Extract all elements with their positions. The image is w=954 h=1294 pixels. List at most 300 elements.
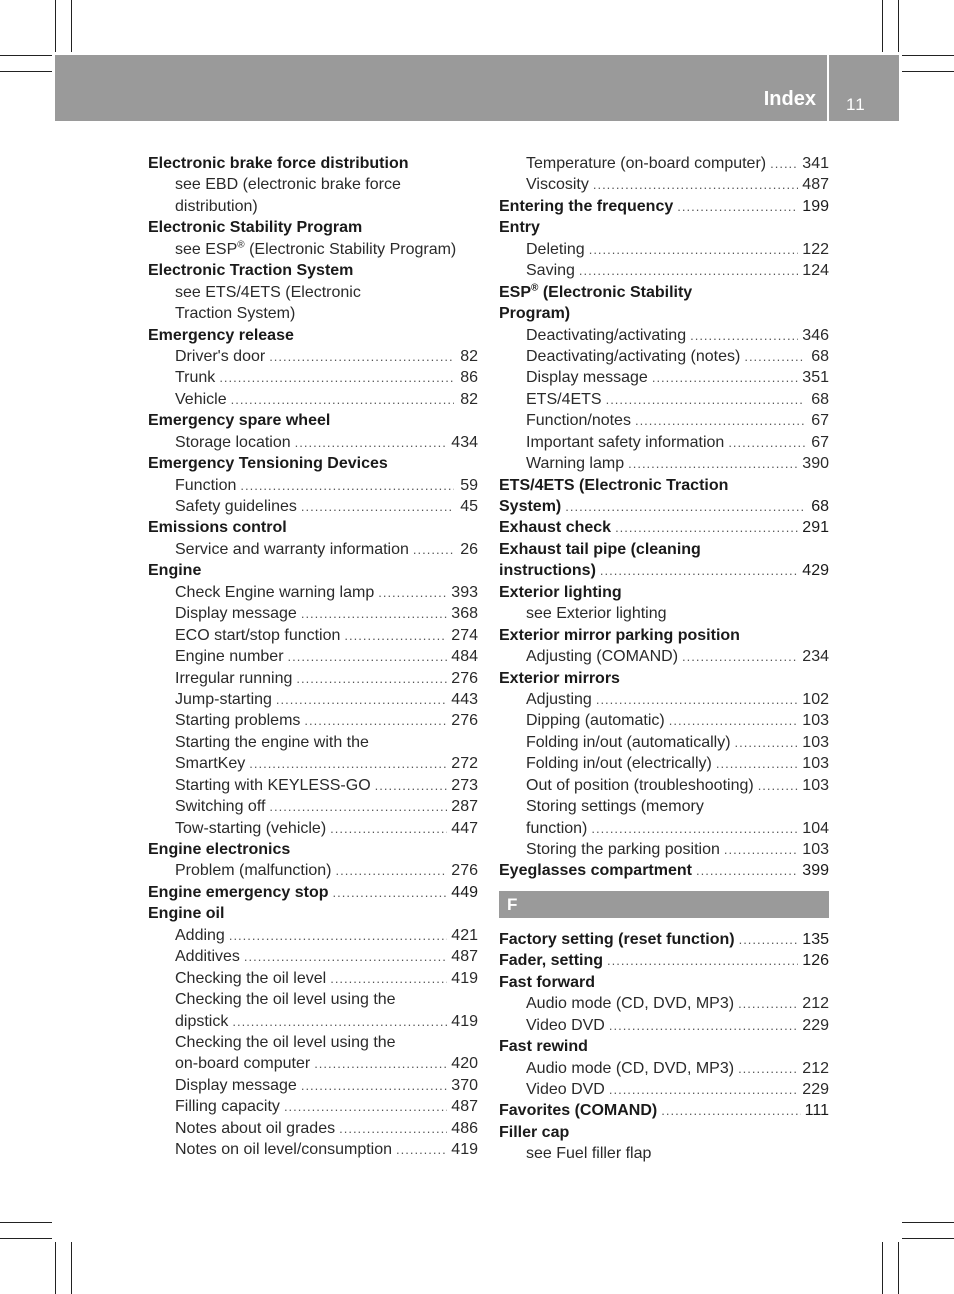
index-subentry xyxy=(499,153,829,174)
index-heading xyxy=(499,1036,829,1057)
page-ref: 111 xyxy=(804,1102,829,1120)
index-subentry xyxy=(148,775,478,796)
index-subentry xyxy=(499,732,829,753)
index-subentry xyxy=(148,732,478,753)
dot-leader xyxy=(304,710,447,731)
crop-mark xyxy=(902,55,954,56)
dot-leader xyxy=(579,260,798,281)
index-term: Deleting xyxy=(526,240,585,258)
index-term: Exterior mirror parking position xyxy=(499,626,740,644)
index-term: see ETS/4ETS (Electronic xyxy=(175,283,361,301)
page-ref: 420 xyxy=(451,1055,478,1073)
index-subentry xyxy=(499,1143,829,1164)
dot-leader xyxy=(744,346,805,367)
index-term: Notes about oil grades xyxy=(175,1119,336,1137)
index-column-right xyxy=(499,153,829,1165)
index-term: Warning lamp xyxy=(526,455,625,473)
index-subentry xyxy=(499,775,829,796)
index-subentry xyxy=(148,796,478,817)
index-heading xyxy=(148,517,478,538)
index-term: Exhaust tail pipe (cleaning xyxy=(499,540,701,558)
crop-mark xyxy=(55,1242,56,1294)
dot-leader xyxy=(728,432,805,453)
dot-leader xyxy=(288,646,448,667)
index-heading xyxy=(148,217,478,238)
index-term: Favorites (COMAND) xyxy=(499,1102,658,1120)
index-term: Folding in/out (electrically) xyxy=(526,755,712,773)
index-subentry xyxy=(499,796,829,817)
page-ref: 103 xyxy=(802,712,829,730)
page-ref: 276 xyxy=(451,712,478,730)
index-subentry xyxy=(148,968,478,989)
dot-leader xyxy=(652,367,798,388)
index-heading xyxy=(148,410,478,431)
index-subentry xyxy=(148,818,478,839)
dot-leader xyxy=(677,196,798,217)
crop-mark xyxy=(902,1222,954,1223)
index-term: function) xyxy=(526,819,588,837)
index-heading xyxy=(499,1100,829,1121)
page-ref: 103 xyxy=(802,776,829,794)
index-subentry xyxy=(148,1011,478,1032)
dot-leader xyxy=(716,753,798,774)
page-ref: 346 xyxy=(802,326,829,344)
index-term: System) xyxy=(499,498,562,515)
dot-leader xyxy=(609,1015,798,1036)
page-ref: 276 xyxy=(451,669,478,687)
index-subentry xyxy=(148,432,478,453)
dot-leader xyxy=(378,582,447,603)
index-term: Viscosity xyxy=(526,176,589,194)
index-heading xyxy=(148,153,478,174)
index-subentry xyxy=(148,196,478,217)
index-term: see EBD (electronic brake force xyxy=(175,176,401,194)
page-ref: 135 xyxy=(802,930,829,948)
index-term: Fast rewind xyxy=(499,1038,588,1056)
index-term: Adding xyxy=(175,926,225,944)
index-subentry xyxy=(499,1015,829,1036)
page-ref: 429 xyxy=(802,562,829,580)
index-term: Exhaust check xyxy=(499,519,612,537)
dot-leader xyxy=(269,346,454,367)
index-term: Engine number xyxy=(175,648,284,666)
dot-leader xyxy=(635,410,805,431)
index-term: Dipping (automatic) xyxy=(526,712,665,730)
index-term: Emergency spare wheel xyxy=(148,412,331,430)
crop-mark xyxy=(882,0,883,52)
crop-mark xyxy=(0,1222,52,1223)
index-term: Entry xyxy=(499,219,540,237)
index-term: ETS/4ETS (Electronic Traction xyxy=(499,476,729,494)
dot-leader xyxy=(669,710,799,731)
page-title: Index xyxy=(763,88,816,110)
index-subentry xyxy=(499,432,829,453)
index-subentry xyxy=(148,496,478,517)
index-subentry xyxy=(148,1053,478,1074)
page-ref: 102 xyxy=(802,690,829,708)
index-term: Storage location xyxy=(175,433,291,451)
index-term: ECO start/stop function xyxy=(175,626,341,644)
dot-leader xyxy=(628,453,798,474)
index-term: Function xyxy=(175,476,237,494)
index-subentry xyxy=(148,539,478,560)
index-term: Checking the oil level xyxy=(175,969,327,987)
index-subentry xyxy=(148,603,478,624)
page-ref: 67 xyxy=(811,412,829,430)
index-term: Service and warranty information xyxy=(175,540,409,558)
page-ref: 86 xyxy=(460,369,478,387)
index-term: Traction System) xyxy=(175,305,296,323)
dot-leader xyxy=(593,174,798,195)
page-ref: 276 xyxy=(451,862,478,880)
page-ref: 341 xyxy=(802,155,829,172)
index-subentry xyxy=(148,989,478,1010)
index-term: Fader, setting xyxy=(499,952,604,970)
index-subentry xyxy=(148,668,478,689)
index-heading xyxy=(148,560,478,581)
dot-leader xyxy=(336,860,448,881)
index-subentry xyxy=(499,367,829,388)
index-term: Checking the oil level using the xyxy=(175,1033,396,1051)
index-heading xyxy=(499,517,829,538)
dot-leader xyxy=(758,775,799,796)
page-ref: 45 xyxy=(460,498,478,515)
dot-leader xyxy=(296,668,447,689)
page-ref: 419 xyxy=(451,1141,478,1159)
index-subentry xyxy=(148,625,478,646)
index-subentry xyxy=(148,346,478,367)
dot-leader xyxy=(301,603,447,624)
index-term: Jump-starting xyxy=(175,690,272,708)
index-term: Display message xyxy=(526,369,648,387)
index-term: Deactivating/activating xyxy=(526,326,687,344)
dot-leader xyxy=(330,818,447,839)
dot-leader xyxy=(330,968,447,989)
page-ref: 234 xyxy=(802,648,829,666)
index-subentry xyxy=(499,603,829,624)
index-subentry xyxy=(148,646,478,667)
index-term: Additives xyxy=(175,948,240,966)
index-subentry xyxy=(499,325,829,346)
index-term: Irregular running xyxy=(175,669,293,687)
index-subentry xyxy=(148,389,478,410)
index-subentry xyxy=(148,860,478,881)
index-subentry xyxy=(148,239,478,260)
index-subentry xyxy=(499,710,829,731)
index-heading xyxy=(499,625,829,646)
page-ref: 68 xyxy=(811,390,829,408)
index-heading xyxy=(499,496,829,517)
index-term: Temperature (on-board computer) xyxy=(526,155,767,172)
index-term: Engine emergency stop xyxy=(148,883,329,901)
index-term: Emergency release xyxy=(148,326,294,344)
dot-leader xyxy=(565,496,805,517)
index-heading xyxy=(499,196,829,217)
index-heading xyxy=(148,453,478,474)
index-term: Filling capacity xyxy=(175,1098,280,1116)
page-ref: 104 xyxy=(802,819,829,837)
index-heading xyxy=(499,950,829,971)
dot-leader xyxy=(232,1011,447,1032)
index-term: Function/notes xyxy=(526,412,631,430)
page-ref: 122 xyxy=(802,240,829,258)
index-heading xyxy=(499,303,829,324)
crop-mark xyxy=(882,1242,883,1294)
dot-leader xyxy=(606,389,805,410)
page-ref: 229 xyxy=(802,1080,829,1098)
page-ref: 199 xyxy=(802,197,829,215)
page-ref: 273 xyxy=(451,776,478,794)
page-ref: 487 xyxy=(802,176,829,194)
index-term: Audio mode (CD, DVD, MP3) xyxy=(526,1059,735,1077)
index-subentry xyxy=(148,367,478,388)
index-subentry xyxy=(148,710,478,731)
index-term: Engine xyxy=(148,562,202,580)
index-term: Video DVD xyxy=(526,1016,605,1034)
crop-mark xyxy=(902,71,954,72)
dot-leader xyxy=(396,1139,447,1160)
index-heading xyxy=(499,282,829,303)
index-subentry xyxy=(148,689,478,710)
index-heading xyxy=(499,539,829,560)
dot-leader xyxy=(375,775,448,796)
index-subentry xyxy=(148,1139,478,1160)
dot-leader xyxy=(240,475,454,496)
page-ref: 486 xyxy=(451,1119,478,1137)
index-heading xyxy=(148,903,478,924)
index-term: Tow-starting (vehicle) xyxy=(175,819,327,837)
page-ref: 443 xyxy=(451,690,478,708)
page-ref: 399 xyxy=(802,862,829,880)
index-term: Storing settings (memory xyxy=(526,798,704,816)
index-subentry xyxy=(148,174,478,195)
index-term: Trunk xyxy=(175,369,216,387)
index-heading xyxy=(148,325,478,346)
index-term: Electronic Stability Program xyxy=(148,219,363,237)
index-term: Adjusting xyxy=(526,690,592,708)
index-heading xyxy=(499,668,829,689)
page-ref: 82 xyxy=(460,347,478,365)
index-term: Out of position (troubleshooting) xyxy=(526,776,754,794)
page-ref: 67 xyxy=(811,433,829,451)
index-term: Starting the engine with the xyxy=(175,733,369,751)
dot-leader xyxy=(661,1100,800,1121)
dot-leader xyxy=(249,753,447,774)
page-ref: 212 xyxy=(802,1059,829,1077)
index-subentry xyxy=(499,260,829,281)
page-ref: 487 xyxy=(451,948,478,966)
index-term: Deactivating/activating (notes) xyxy=(526,347,741,365)
index-term: Checking the oil level using the xyxy=(175,991,396,1009)
page-ref: 229 xyxy=(802,1016,829,1034)
index-heading xyxy=(499,475,829,496)
dot-leader xyxy=(284,1096,447,1117)
index-term: SmartKey xyxy=(175,755,246,773)
page-ref: 124 xyxy=(802,262,829,280)
page-ref: 487 xyxy=(451,1098,478,1116)
dot-leader xyxy=(295,432,448,453)
dot-leader xyxy=(344,625,447,646)
dot-leader xyxy=(596,689,798,710)
dot-leader xyxy=(682,646,798,667)
index-subentry xyxy=(499,239,829,260)
index-term: Folding in/out (automatically) xyxy=(526,733,731,751)
index-heading xyxy=(148,882,478,903)
page-ref: 368 xyxy=(451,605,478,623)
dot-leader xyxy=(690,325,798,346)
index-subentry xyxy=(499,1058,829,1079)
index-term: instructions) xyxy=(499,562,596,580)
index-term: Entering the frequency xyxy=(499,197,674,215)
dot-leader xyxy=(591,818,798,839)
index-subentry xyxy=(499,389,829,410)
index-term: Driver's door xyxy=(175,347,266,365)
page-ref: 26 xyxy=(460,540,478,558)
index-term: Starting with KEYLESS-GO xyxy=(175,776,371,794)
crop-mark xyxy=(0,71,52,72)
index-term: dipstick xyxy=(175,1012,229,1030)
index-heading xyxy=(499,929,829,950)
index-term: Filler cap xyxy=(499,1123,570,1141)
index-subentry xyxy=(148,475,478,496)
crop-mark xyxy=(898,1242,899,1294)
dot-leader xyxy=(770,153,798,174)
page-ref: 287 xyxy=(451,798,478,816)
index-heading xyxy=(499,972,829,993)
page-ref: 370 xyxy=(451,1076,478,1094)
page-ref: 434 xyxy=(451,433,478,451)
crop-mark xyxy=(898,0,899,52)
index-term: Notes on oil level/consumption xyxy=(175,1141,393,1159)
index-term: Audio mode (CD, DVD, MP3) xyxy=(526,995,735,1013)
index-subentry xyxy=(148,582,478,603)
index-term: see ESP® (Electronic Stability Program) xyxy=(175,239,457,258)
page-ref: 68 xyxy=(811,347,829,365)
page-ref: 390 xyxy=(802,455,829,473)
page-ref: 351 xyxy=(802,369,829,387)
index-term: Engine oil xyxy=(148,905,225,923)
index-heading xyxy=(148,260,478,281)
dot-leader xyxy=(739,929,799,950)
page-ref: 484 xyxy=(451,648,478,666)
dot-leader xyxy=(413,539,454,560)
index-term: Exterior lighting xyxy=(499,583,622,601)
index-term: on-board computer xyxy=(175,1055,311,1073)
dot-leader xyxy=(609,1079,798,1100)
index-term: ETS/4ETS xyxy=(526,390,602,408)
index-subentry xyxy=(148,1075,478,1096)
crop-mark xyxy=(71,1242,72,1294)
dot-leader xyxy=(615,517,798,538)
page-ref: 419 xyxy=(451,969,478,987)
index-term: Engine electronics xyxy=(148,841,291,858)
index-heading xyxy=(499,560,829,581)
index-subentry xyxy=(499,410,829,431)
crop-mark xyxy=(0,1238,52,1239)
index-term: Video DVD xyxy=(526,1080,605,1098)
index-subentry xyxy=(499,818,829,839)
index-term: Adjusting (COMAND) xyxy=(526,648,679,666)
index-term: Problem (malfunction) xyxy=(175,862,332,880)
crop-mark xyxy=(902,1238,954,1239)
index-subentry xyxy=(148,1118,478,1139)
dot-leader xyxy=(301,1075,447,1096)
dot-leader xyxy=(301,496,454,517)
page-ref: 126 xyxy=(802,952,829,970)
page-ref: 291 xyxy=(802,519,829,537)
index-subentry xyxy=(499,1079,829,1100)
index-subentry xyxy=(148,1032,478,1053)
index-subentry xyxy=(499,174,829,195)
dot-leader xyxy=(738,1058,798,1079)
index-term: Switching off xyxy=(175,798,266,816)
index-term: Safety guidelines xyxy=(175,498,297,515)
index-heading xyxy=(499,860,829,881)
index-term: ESP® (Electronic Stability xyxy=(499,282,693,301)
page-ref: 419 xyxy=(451,1012,478,1030)
index-column-left xyxy=(148,153,478,1161)
section-letter-bar: F xyxy=(499,891,829,918)
dot-leader xyxy=(276,689,447,710)
index-term: Saving xyxy=(526,262,575,280)
index-subentry xyxy=(148,303,478,324)
index-subentry xyxy=(499,839,829,860)
page-ref: 103 xyxy=(802,841,829,858)
dot-leader xyxy=(589,239,799,260)
index-subentry xyxy=(499,689,829,710)
dot-leader xyxy=(231,389,454,410)
page-ref: 272 xyxy=(451,755,478,773)
index-term: Emergency Tensioning Devices xyxy=(148,455,388,473)
dot-leader xyxy=(229,925,447,946)
index-term: see Exterior lighting xyxy=(526,605,667,623)
page-ref: 421 xyxy=(451,926,478,944)
index-term: Display message xyxy=(175,605,297,623)
index-subentry xyxy=(499,753,829,774)
index-term: Vehicle xyxy=(175,390,227,408)
index-term: Eyeglasses compartment xyxy=(499,862,692,880)
index-heading xyxy=(148,839,478,860)
dot-leader xyxy=(219,367,454,388)
index-term: Electronic Traction System xyxy=(148,262,354,280)
dot-leader xyxy=(333,882,448,903)
index-term: see Fuel filler flap xyxy=(526,1145,652,1163)
dot-leader xyxy=(339,1118,447,1139)
index-term: Exterior mirrors xyxy=(499,669,620,687)
index-term: Display message xyxy=(175,1076,297,1094)
page-ref: 393 xyxy=(451,583,478,601)
page-ref: 59 xyxy=(460,476,478,494)
index-term: Important safety information xyxy=(526,433,725,451)
crop-mark xyxy=(0,55,52,56)
crop-mark xyxy=(55,0,56,52)
page-ref: 68 xyxy=(811,498,829,515)
index-subentry xyxy=(148,282,478,303)
index-subentry xyxy=(499,646,829,667)
index-subentry xyxy=(499,346,829,367)
index-subentry xyxy=(499,453,829,474)
index-subentry xyxy=(148,925,478,946)
index-term: Factory setting (reset function) xyxy=(499,930,735,948)
crop-mark xyxy=(71,0,72,52)
index-subentry xyxy=(499,993,829,1014)
dot-leader xyxy=(724,839,798,860)
index-term: Starting problems xyxy=(175,712,301,730)
index-term: Storing the parking position xyxy=(526,841,720,858)
dot-leader xyxy=(244,946,447,967)
page-ref: 274 xyxy=(451,626,478,644)
index-term: Program) xyxy=(499,305,571,323)
